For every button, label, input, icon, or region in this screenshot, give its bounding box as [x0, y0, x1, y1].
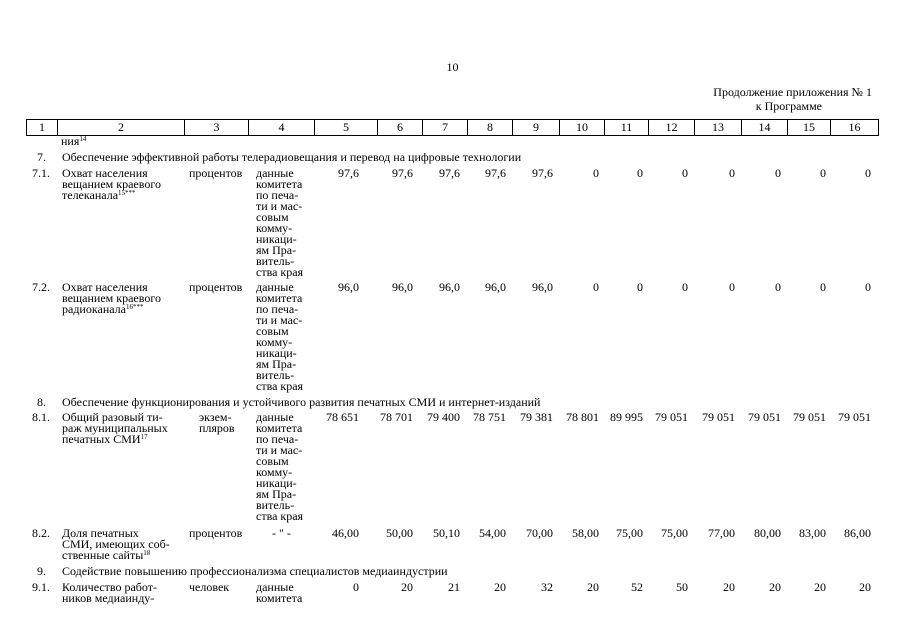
- data-source-line: никаци-: [256, 346, 297, 360]
- continued-text-fragment: ния$^{14}$: [61, 134, 87, 148]
- data-source-line: комитета: [256, 291, 303, 305]
- column-number-header: [26, 119, 879, 136]
- data-source-line: комитета: [256, 591, 303, 605]
- row-number: 8.1.: [32, 410, 50, 424]
- indicator-name-line: ственные сайты$^{18}$: [62, 548, 151, 562]
- indicator-name-line: радиоканала$^{16***}$: [62, 302, 144, 316]
- section-title: Обеспечение эффективной работы телерадиовещания и перевод на цифровые технологии: [62, 150, 522, 164]
- data-source-line: ти и мас-: [256, 313, 303, 327]
- data-source-line: комитета: [256, 421, 303, 435]
- indicator-name-line: вещанием краевого: [62, 291, 161, 305]
- indicator-name-line: раж муниципальных: [62, 421, 168, 435]
- indicator-name-line: печатных СМИ$^{17}$: [62, 432, 148, 446]
- indicator-value: 79 051: [838, 410, 871, 424]
- footnote-marker: 17: [140, 433, 148, 441]
- column-number: 10: [560, 120, 605, 136]
- indicator-value: 79 051: [793, 410, 826, 424]
- unit-line: процентов: [189, 526, 243, 540]
- column-number: 3: [185, 120, 249, 136]
- indicator-value: 89 995: [610, 410, 643, 424]
- indicator-value: 0: [682, 166, 688, 180]
- indicator-value: 0: [637, 166, 643, 180]
- unit-line: пляров: [199, 421, 235, 435]
- appendix-caption-line2: к Программе: [755, 99, 822, 113]
- data-source-line: ства края: [256, 379, 304, 393]
- data-source-line: данные: [256, 580, 294, 594]
- indicator-value: 0: [729, 280, 735, 294]
- data-source-line: комму-: [256, 465, 293, 479]
- indicator-value: 78 701: [380, 410, 413, 424]
- data-source-line: данные: [256, 280, 294, 294]
- indicator-value: 0: [775, 280, 781, 294]
- indicator-value: 96,0: [485, 280, 506, 294]
- data-source-line: совым: [256, 454, 289, 468]
- indicator-name-line: Доля печатных: [62, 526, 139, 540]
- section-title: Обеспечение функционирования и устойчивого развития печатных СМИ и интернет-изданий: [62, 395, 541, 409]
- indicator-value: 70,00: [526, 526, 553, 540]
- indicator-value: 80,00: [754, 526, 781, 540]
- indicator-name-line: Охват населения: [62, 166, 148, 180]
- indicator-value: 20: [769, 580, 781, 594]
- appendix-caption-line1: Продолжение приложения № 1: [713, 85, 872, 99]
- data-source-line: совым: [256, 210, 289, 224]
- data-source-line: никаци-: [256, 476, 297, 490]
- data-source-line: ти и мас-: [256, 443, 303, 457]
- indicator-value: 97,6: [485, 166, 506, 180]
- data-source-line: данные: [256, 166, 294, 180]
- unit-line: экзем-: [199, 410, 232, 424]
- page-number: 10: [446, 60, 459, 74]
- column-number: 2: [58, 120, 185, 136]
- column-number: 14: [742, 120, 788, 136]
- data-source-line: ям Пра-: [256, 357, 297, 371]
- indicator-value: 50: [676, 580, 688, 594]
- data-source-line: витель-: [256, 254, 295, 268]
- indicator-name-line: Общий разовый ти-: [62, 410, 163, 424]
- section-number: 8.: [37, 395, 46, 409]
- indicator-value: 97,6: [532, 166, 553, 180]
- indicator-value: 86,00: [844, 526, 871, 540]
- indicator-value: 79 051: [702, 410, 735, 424]
- indicator-value: 79 400: [427, 410, 460, 424]
- data-source-line: данные: [256, 410, 294, 424]
- data-source-line: никаци-: [256, 232, 297, 246]
- data-source-line: витель-: [256, 498, 295, 512]
- indicator-value: 50,10: [433, 526, 460, 540]
- indicator-name-line: Количество работ-: [62, 580, 157, 594]
- data-source-line: ства края: [256, 509, 304, 523]
- row-number: 7.1.: [32, 166, 50, 180]
- indicator-value: 96,0: [338, 280, 359, 294]
- indicator-value: 32: [541, 580, 553, 594]
- indicator-value: 54,00: [479, 526, 506, 540]
- column-number: 16: [831, 120, 879, 136]
- data-source-line: ям Пра-: [256, 243, 297, 257]
- section-title: Содействие повышению профессионализма специалистов медиаиндустрии: [62, 564, 448, 578]
- indicator-name-line: телеканала$^{15***}$: [62, 188, 136, 202]
- indicator-value: 58,00: [572, 526, 599, 540]
- indicator-value: 78 801: [566, 410, 599, 424]
- column-number: 5: [315, 120, 378, 136]
- data-source-line: витель-: [256, 368, 295, 382]
- data-source-line: комму-: [256, 221, 293, 235]
- row-number: 8.2.: [32, 526, 50, 540]
- column-number: 11: [605, 120, 649, 136]
- unit-line: процентов: [189, 166, 243, 180]
- data-source-line: по печа-: [256, 432, 299, 446]
- column-number: 7: [423, 120, 468, 136]
- indicator-value: 0: [637, 280, 643, 294]
- indicator-value: 20: [401, 580, 413, 594]
- row-number: 7.2.: [32, 280, 50, 294]
- indicator-value: 20: [723, 580, 735, 594]
- indicator-value: 50,00: [386, 526, 413, 540]
- section-number: 9.: [37, 564, 46, 578]
- indicator-value: 21: [448, 580, 460, 594]
- indicator-value: 0: [865, 280, 871, 294]
- column-number: 8: [468, 120, 513, 136]
- data-source-line: комму-: [256, 335, 293, 349]
- unit-line: человек: [189, 580, 230, 594]
- indicator-value: 97,6: [338, 166, 359, 180]
- indicator-value: 79 051: [748, 410, 781, 424]
- indicator-value: 20: [587, 580, 599, 594]
- indicator-value: 97,6: [392, 166, 413, 180]
- column-number: 15: [788, 120, 831, 136]
- indicator-value: 46,00: [332, 526, 359, 540]
- data-source-line: комитета: [256, 177, 303, 191]
- footnote-marker: 15***: [118, 189, 136, 197]
- indicator-value: 0: [593, 280, 599, 294]
- unit-line: процентов: [189, 280, 243, 294]
- data-source-line: по печа-: [256, 188, 299, 202]
- indicator-value: 0: [593, 166, 599, 180]
- indicator-name-line: ников медиаинду-: [62, 591, 155, 605]
- data-source-line: ства края: [256, 265, 304, 279]
- indicator-value: 75,00: [616, 526, 643, 540]
- column-number: 6: [378, 120, 423, 136]
- column-number: 1: [27, 120, 58, 136]
- column-number: 13: [695, 120, 742, 136]
- indicator-value: 52: [631, 580, 643, 594]
- footnote-marker: 18: [143, 549, 151, 557]
- indicator-value: 77,00: [708, 526, 735, 540]
- indicator-value: 0: [865, 166, 871, 180]
- indicator-value: 75,00: [661, 526, 688, 540]
- column-number: 12: [649, 120, 695, 136]
- indicator-value: 83,00: [799, 526, 826, 540]
- indicator-value: 96,0: [439, 280, 460, 294]
- indicator-value: 78 751: [473, 410, 506, 424]
- row-number: 9.1.: [32, 580, 50, 594]
- indicator-name-line: СМИ, имеющих соб-: [62, 537, 170, 551]
- data-source-line: совым: [256, 324, 289, 338]
- indicator-value: 20: [494, 580, 506, 594]
- indicator-value: 79 051: [655, 410, 688, 424]
- indicator-value: 78 651: [326, 410, 359, 424]
- section-number: 7.: [37, 150, 46, 164]
- data-source-line: ям Пра-: [256, 487, 297, 501]
- indicator-name-line: вещанием краевого: [62, 177, 161, 191]
- column-number: 4: [249, 120, 315, 136]
- data-source-line: по печа-: [256, 302, 299, 316]
- indicator-value: 0: [820, 280, 826, 294]
- indicator-value: 0: [729, 166, 735, 180]
- column-number: 9: [513, 120, 560, 136]
- footnote-marker: 16***: [126, 303, 144, 311]
- indicator-value: 20: [814, 580, 826, 594]
- indicator-value: 97,6: [439, 166, 460, 180]
- indicator-value: 79 381: [520, 410, 553, 424]
- indicator-value: 0: [682, 280, 688, 294]
- appendix-caption: [713, 85, 872, 113]
- data-source-line: - " -: [272, 526, 291, 540]
- footnote-marker: 14: [79, 135, 87, 143]
- indicator-value: 96,0: [532, 280, 553, 294]
- indicator-value: 0: [820, 166, 826, 180]
- indicator-value: 96,0: [392, 280, 413, 294]
- indicator-value: 0: [353, 580, 359, 594]
- indicator-name-line: Охват населения: [62, 280, 148, 294]
- data-source-line: ти и мас-: [256, 199, 303, 213]
- indicator-value: 20: [859, 580, 871, 594]
- indicator-value: 0: [775, 166, 781, 180]
